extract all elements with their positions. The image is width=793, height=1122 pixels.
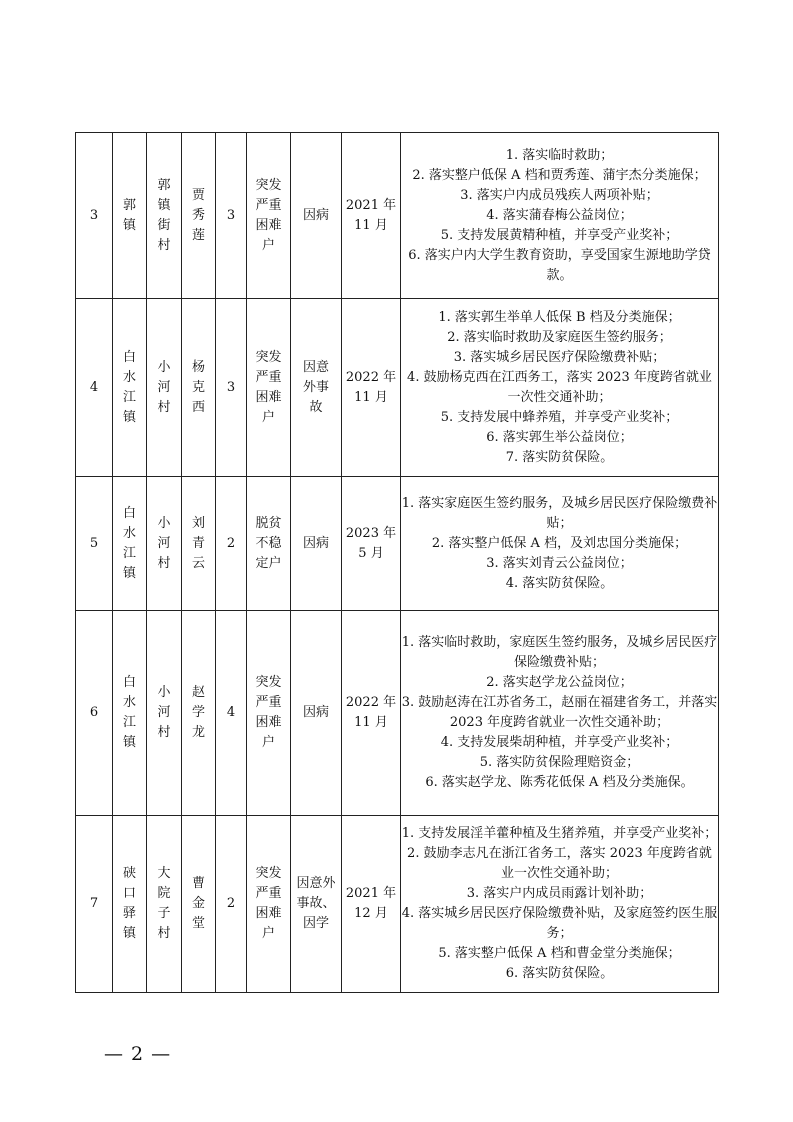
measure-item: 6. 落实郭生举公益岗位； [486,429,633,445]
table-row [76,133,719,299]
measure-item: 7. 落实防贫保险。 [505,449,614,465]
village-cell: 郭镇街村 [147,133,182,299]
members-cell: 3 [216,133,247,299]
measure-item: 1. 支持发展淫羊藿种植及生猪养殖，并享受产业奖补； [401,826,718,841]
name-cell: 曹金堂 [182,816,216,993]
measure-item: 3. 鼓励赵涛在江苏省务工，赵丽在福建省务工，并落实 2023 年度跨省就业一次性交通补助； [401,695,718,730]
name-cell: 贾秀莲 [182,133,216,299]
date-cell: 2022 年 11 月 [342,611,401,816]
town-cell: 白水江镇 [113,611,147,816]
measure-item: 2. 落实整户低保 A 档，及刘忠国分类施保； [431,535,688,551]
measure-item: 5. 落实防贫保险理赔资金； [479,755,640,770]
table-row [76,611,719,816]
measure-item: 4. 支持发展柴胡种植，并享受产业奖补； [440,735,679,750]
measure-item: 5. 支持发展黄精种植，并享受产业奖补； [440,227,679,243]
members-cell: 4 [216,611,247,816]
measure-item: 6. 落实赵学龙、陈秀花低保 A 档及分类施保。 [425,775,694,790]
measure-item: 3. 落实刘青云公益岗位； [486,555,633,571]
town-cell: 白水江镇 [113,299,147,477]
type-cell: 脱贫不稳定户 [247,477,291,611]
measure-item: 6. 落实户内大学生教育资助，享受国家生源地助学贷款。 [408,247,711,283]
measures-cell [401,477,719,611]
village-cell: 小河村 [147,299,182,477]
measure-item: 2. 落实赵学龙公益岗位； [486,675,633,690]
type-cell: 突发严重困难户 [247,816,291,993]
measure-item: 6. 落实防贫保险。 [505,966,614,981]
row-number: 3 [76,133,113,299]
measure-item: 3. 落实户内成员残疾人两项补贴； [460,187,659,203]
town-cell: 郭镇 [113,133,147,299]
measure-item: 1. 落实临时救助； [505,147,614,163]
measure-item: 3. 落实户内成员雨露计划补助； [466,886,653,901]
measure-item: 1. 落实郭生举单人低保 B 档及分类施保； [438,309,681,325]
measure-item: 1. 落实临时救助，家庭医生签约服务，及城乡居民医疗保险缴费补贴； [401,635,718,670]
measure-item: 5. 落实整户低保 A 档和曹金堂分类施保； [438,946,681,961]
measure-item: 2. 落实整户低保 A 档和贾秀莲、蒲宇杰分类施保； [412,167,707,183]
table-row [76,299,719,477]
measure-item: 3. 落实城乡居民医疗保险缴费补贴； [453,349,666,365]
measure-item: 2. 落实临时救助及家庭医生签约服务； [447,329,672,345]
name-cell: 刘青云 [182,477,216,611]
measure-item: 4. 鼓励杨克西在江西务工，落实 2023 年度跨省就业一次性交通补助； [407,369,712,405]
measure-item: 4. 落实防贫保险。 [505,575,614,591]
town-cell: 硖口驿镇 [113,816,147,993]
members-cell: 2 [216,477,247,611]
measure-item: 1. 落实家庭医生签约服务，及城乡居民医疗保险缴费补贴； [401,495,718,531]
table-row [76,477,719,611]
village-cell: 大院子村 [147,816,182,993]
measure-item: 5. 支持发展中蜂养殖，并享受产业奖补； [440,409,679,425]
date-cell: 2022 年 11 月 [342,299,401,477]
reason-cell: 因病 [291,477,342,611]
reason-cell: 因病 [291,611,342,816]
measures-cell [401,299,719,477]
members-cell: 3 [216,299,247,477]
type-cell: 突发严重困难户 [247,133,291,299]
reason-cell: 因病 [291,133,342,299]
town-cell: 白水江镇 [113,477,147,611]
row-number: 7 [76,816,113,993]
village-cell: 小河村 [147,611,182,816]
village-cell: 小河村 [147,477,182,611]
name-cell: 赵学龙 [182,611,216,816]
measures-cell [401,133,719,299]
measure-item: 4. 落实蒲春梅公益岗位； [486,207,633,223]
page-number: — 2 — [104,1043,172,1065]
members-cell: 2 [216,816,247,993]
row-number: 5 [76,477,113,611]
measures-cell [401,611,719,816]
type-cell: 突发严重困难户 [247,299,291,477]
assistance-table [75,132,719,993]
row-number: 4 [76,299,113,477]
date-cell: 2023 年 5 月 [342,477,401,611]
row-number: 6 [76,611,113,816]
date-cell: 2021 年 12 月 [342,816,401,993]
measure-item: 4. 落实城乡居民医疗保险缴费补贴，及家庭签约医生服务； [401,906,718,941]
type-cell: 突发严重困难户 [247,611,291,816]
measure-item: 2. 鼓励李志凡在浙江省务工，落实 2023 年度跨省就业一次性交通补助； [407,846,712,881]
measures-cell [401,816,719,993]
reason-cell: 因意外事故 [291,299,342,477]
date-cell: 2021 年 11 月 [342,133,401,299]
name-cell: 杨克西 [182,299,216,477]
reason-cell: 因意外事故、因学 [291,816,342,993]
table-row [76,816,719,993]
